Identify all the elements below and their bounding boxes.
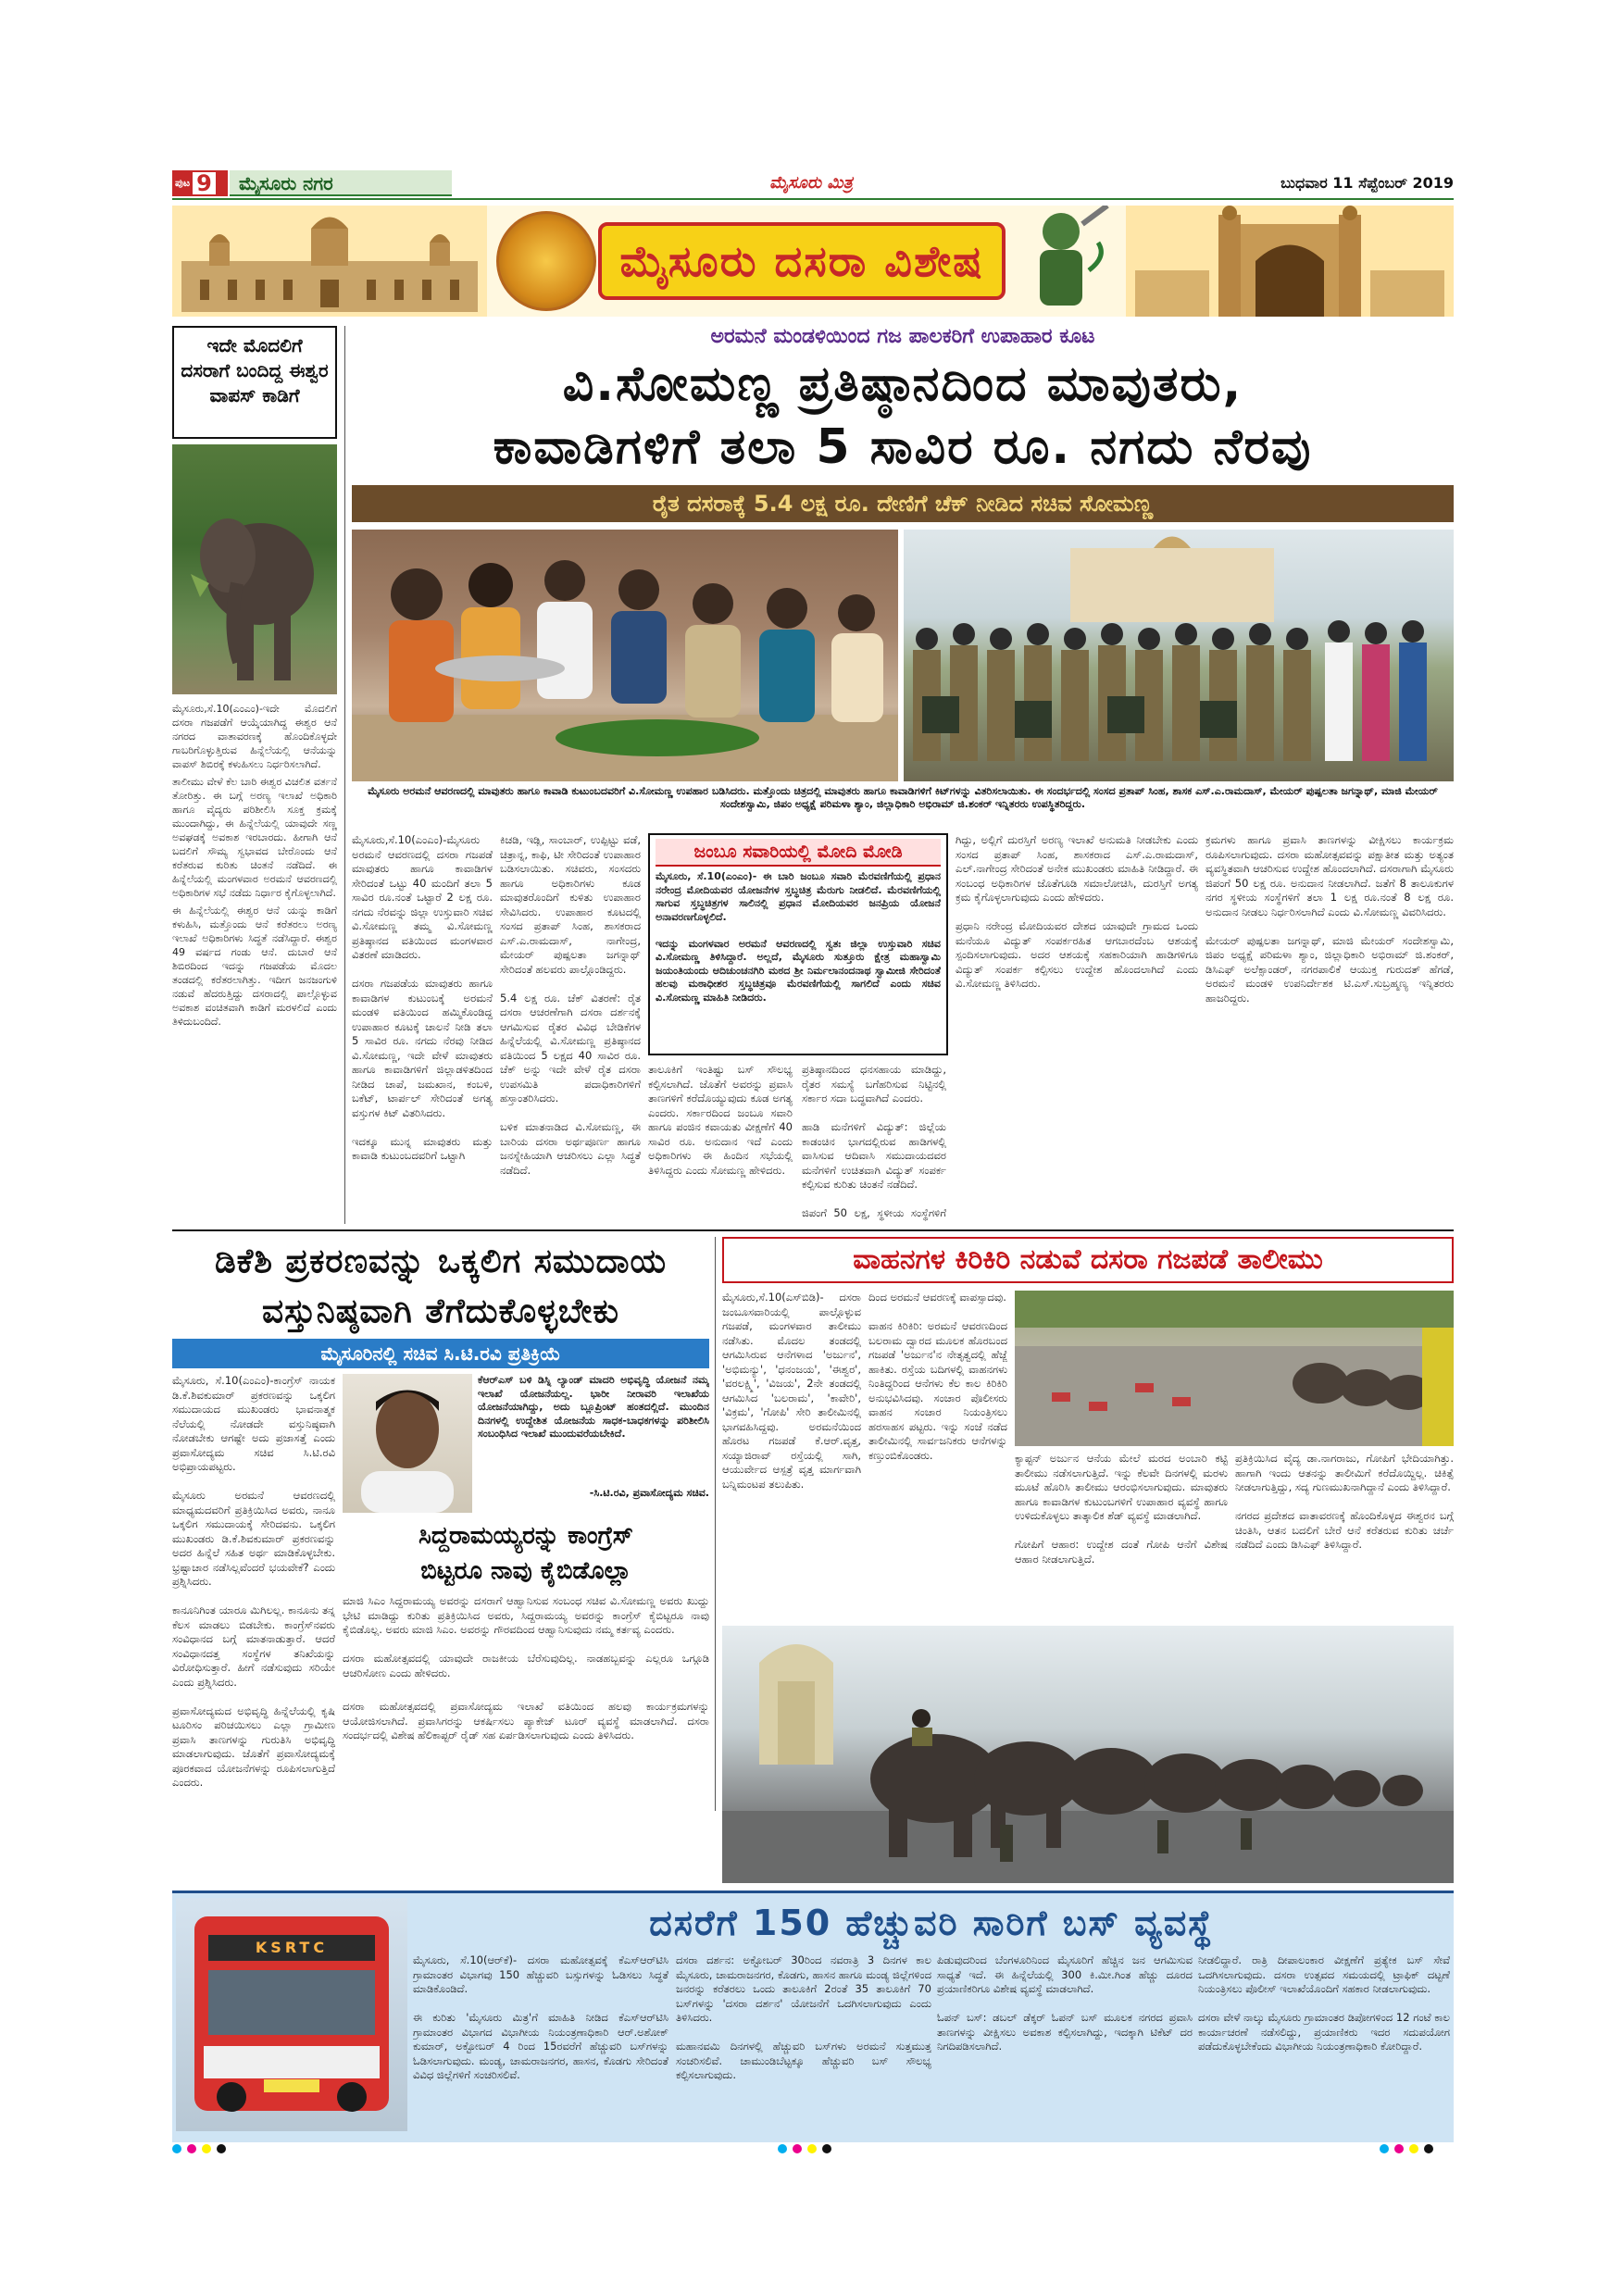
lead-column-5	[956, 833, 1198, 1222]
lead-subhead: ರೈತ ದಸರಾಕ್ಕೆ 5.4 ಲಕ್ಷ ರೂ. ದೇಣಿಗೆ ಚೆಕ್ ನೀಡಿದ ಸಚಿವ ಸೋಮಣ್ಣ	[352, 485, 1454, 522]
sidebar-divider	[344, 326, 345, 1224]
dasara-banner	[172, 206, 1454, 317]
bus-column-4	[1198, 1953, 1450, 2137]
issue-date: ಬುಧವಾರ 11 ಸೆಪ್ಟೆಂಬರ್ 2019	[1280, 174, 1454, 192]
modi-box	[648, 833, 948, 1055]
masthead-rule	[172, 198, 1454, 200]
masthead	[172, 170, 1454, 196]
reg-dot-black	[1424, 2144, 1433, 2153]
quote-attribution: -ಸಿ.ಟಿ.ರವಿ, ಪ್ರವಾಸೋದ್ಯಮ ಸಚಿವ.	[589, 1487, 709, 1499]
kit-distribution-photo	[904, 530, 1454, 781]
reg-dot-magenta	[793, 2144, 802, 2153]
sidebar-headline: ಇದೇ ಮೊದಲಿಗೆ ದಸರಾಗೆ ಬಂದಿದ್ದ ಈಶ್ವರ ವಾಪಸ್ ಕಾಡಿಗೆ	[181, 334, 329, 406]
dk-col-3-text: ದಸರಾ ಮಹೋತ್ಸವದಲ್ಲಿ ಪ್ರವಾಸೋದ್ಯಮ ಇಲಾಖೆ ವತಿಯಿಂದ ಹಲವು ಕಾರ್ಯಕ್ರಮಗಳನ್ನು ಆಯೋಜಿಸಲಾಗಿದೆ. ಪ್ರವಾಸಿಗರನ್ನು ಆಕರ್ಷಿಸಲು ಪ್ಯಾಕೇಜ್ ಟೂರ್ ವ್ಯವಸ್ಥೆ ಮಾಡಲಾಗಿದೆ. ದಸರಾ ಸಂದರ್ಭದಲ್ಲಿ ವಿಶೇಷ ಹೆಲಿಕಾಪ್ಟರ್ ರೈಡ್ ಸಹ ಏರ್ಪಡಿಸಲಾಗುವುದು ಎಂದು ತಿಳಿಸಿದರು.	[343, 1700, 709, 1741]
reg-dot-cyan	[172, 2144, 181, 2153]
dk-column-1	[172, 1374, 335, 1809]
bus-col-1-text: ಮೈಸೂರು, ಸೆ.10(ಆರ್‌ಕೆ)- ದಸರಾ ಮಹೋತ್ಸವಕ್ಕೆ ಕೆಎಸ್‌ಆರ್‌ಟಿಸಿ ಗ್ರಾಮಾಂತರ ವಿಭಾಗವು 150 ಹೆಚ್ಚುವರಿ ಬಸ್ಸುಗಳನ್ನು ಓಡಿಸಲು ಸಿದ್ಧತೆ ಮಾಡಿಕೊಂಡಿದೆ. ಈ ಕುರಿತು 'ಮೈಸೂರು ಮಿತ್ರ'ಗೆ ಮಾಹಿತಿ ನೀಡಿದ ಕೆಎಸ್‌ಆರ್‌ಟಿಸಿ ಗ್ರಾಮಾಂತರ ವಿಭಾಗದ ವಿಭಾಗೀಯ ನಿಯಂತ್ರಣಾಧಿಕಾರಿ ಆರ್.ಅಶೋಕ್ ಕುಮಾರ್, ಅಕ್ಟೋಬರ್ 4 ರಿಂದ 15ರವರೆಗೆ ಹೆಚ್ಚುವರಿ ಬಸ್‌ಗಳನ್ನು ಓಡಿಸಲಾಗುವುದು. ಮಂಡ್ಯ, ಚಾಮರಾಜನಗರ, ಹಾಸನ, ಕೊಡಗು ಸೇರಿದಂತೆ ವಿವಿಧ ಜಿಲ್ಲೆಗಳಿಗೆ ಸಂಚರಿಸಲಿವೆ.	[413, 1953, 668, 2081]
sidebar-para-2: ತಾಲೀಮು ವೇಳೆ ಕೆಲ ಬಾರಿ ಈಶ್ವರ ವಿಚಲಿತ ವರ್ತನೆ ತೋರಿತ್ತು. ಈ ಬಗ್ಗೆ ಅರಣ್ಯ ಇಲಾಖೆ ಅಧಿಕಾರಿ ಹಾಗೂ ವೈದ್ಯರು ಪರಿಶೀಲಿಸಿ ಸೂಕ್ತ ಕ್ರಮಕ್ಕೆ ಮುಂದಾಗಿದ್ದು, ಈ ಹಿನ್ನೆಲೆಯಲ್ಲಿ ಯಾವುದೇ ಸಣ್ಣ ಅವಘಡಕ್ಕೆ ಅವಕಾಶ ಇರಬಾರದು. ಹೀಗಾಗಿ ಆನೆ ಬದಲಿಗೆ ಸೌಮ್ಯ ಸ್ವಭಾವದ ಬೇರೊಂದು ಆನೆ ಕರೆತರುವ ಕುರಿತು ಚಿಂತನೆ ನಡೆದಿದೆ. ಈ ಹಿನ್ನೆಲೆಯಲ್ಲಿ ಮಂಗಳವಾರ ಅರಮನೆ ಆವರಣದಲ್ಲಿ ಅಧಿಕಾರಿಗಳ ಸಭೆ ನಡೆದು ನಿರ್ಧಾರ ಕೈಗೊಳ್ಳಲಾಗಿದೆ.	[172, 776, 337, 899]
goddess-medallion	[496, 211, 596, 311]
dk-headline-line-1: ಡಿಕೆಶಿ ಪ್ರಕರಣವನ್ನು ಒಕ್ಕಲಿಗ ಸಮುದಾಯ	[214, 1242, 668, 1280]
dk-headline-line-2: ವಸ್ತುನಿಷ್ಠವಾಗಿ ತೆಗೆದುಕೊಳ್ಳಬೇಕು	[262, 1292, 619, 1330]
lead-col-4-text: ಪ್ರತಿಷ್ಠಾನದಿಂದ ಧನಸಹಾಯ ಮಾಡಿದ್ದು, ರೈತರ ಸಮಸ್ಯೆ ಬಗೆಹರಿಸುವ ನಿಟ್ಟಿನಲ್ಲಿ ಸರ್ಕಾರ ಸದಾ ಬದ್ಧವಾಗಿದೆ ಎಂದರು. ಹಾಡಿ ಮನೆಗಳಿಗೆ ವಿದ್ಯುತ್: ಜಿಲ್ಲೆಯ ಕಾಡಂಚಿನ ಭಾಗದಲ್ಲಿರುವ ಹಾಡಿಗಳಲ್ಲಿ ವಾಸಿಸುವ ಆದಿವಾಸಿ ಸಮುದಾಯದವರ ಮನೆಗಳಿಗೆ ಉಚಿತವಾಗಿ ವಿದ್ಯುತ್ ಸಂಪರ್ಕ ಕಲ್ಪಿಸುವ ಕುರಿತು ಚಿಂತನೆ ನಡೆದಿದೆ. ಜಿಪಂಗೆ 50 ಲಕ್ಷ, ಸ್ಥಳೀಯ ಸಂಸ್ಥೆಗಳಿಗೆ	[802, 1063, 946, 1219]
page-number: 9	[193, 172, 216, 194]
bus-destination-sign: KSRTC	[255, 1939, 329, 1956]
gaja-col-1-text: ಮೈಸೂರು,ಸೆ.10(ಎಸ್‌ಬಿಡಿ)- ದಸರಾ ಜಂಬೂಸವಾರಿಯಲ್ಲಿ ಪಾಲ್ಗೊಳ್ಳುವ ಗಜಪಡೆ, ಮಂಗಳವಾರ ತಾಲೀಮು ನಡೆಸಿತು. ಮೊದಲ ತಂಡದಲ್ಲಿ ಆಗಮಿಸಿರುವ ಆನೆಗಳಾದ 'ಅರ್ಜುನ', 'ಅಭಿಮನ್ಯು', 'ಧನಂಜಯ', 'ಈಶ್ವರ', 'ವರಲಕ್ಷ್ಮಿ', 'ವಿಜಯ', 2ನೇ ತಂಡದಲ್ಲಿ ಆಗಮಿಸಿದ 'ಬಲರಾಮ', 'ಕಾವೇರಿ', 'ವಿಕ್ರಮ', 'ಗೋಪಿ' ಸೇರಿ ತಾಲೀಮಿನಲ್ಲಿ ಭಾಗವಹಿಸಿದ್ದವು. ಅರಮನೆಯಿಂದ ಹೊರಟ ಗಜಪಡೆ ಕೆ.ಆರ್.ವೃತ್ತ, ಸಯ್ಯಾಜಿರಾವ್ ರಸ್ತೆಯಲ್ಲಿ ಸಾಗಿ, ಆಯುರ್ವೇದ ಆಸ್ಪತ್ರೆ ವೃತ್ತ ಮಾರ್ಗವಾಗಿ ಬನ್ನಿಮಂಟಪ ತಲುಪಿತು.	[722, 1291, 861, 1491]
registration-marks-right	[1380, 2144, 1454, 2155]
bus-column-3	[937, 1953, 1193, 2137]
gaja-column-3	[1015, 1452, 1228, 1620]
sidebar-para-3: ಈ ಹಿನ್ನೆಲೆಯಲ್ಲಿ ಈಶ್ವರ ಆನೆ ಯನ್ನು ಕಾಡಿಗೆ ಕಳುಹಿಸಿ, ಮತ್ತೊಂದು ಆನೆ ಕರೆತರಲು ಅರಣ್ಯ ಇಲಾಖೆ ಅಧಿಕಾರಿಗಳು ಸಿದ್ಧತೆ ನಡೆಸಿದ್ದಾರೆ. ಈಶ್ವರ 49 ವರ್ಷದ ಗಂಡು ಆನೆ. ದುಬಾರೆ ಆನೆ ಶಿಬಿರದಿಂದ ಇದನ್ನು ಗಜಪಡೆಯ ಮೊದಲ ತಂಡದಲ್ಲಿ ಕರೆತರಲಾಗಿತ್ತು. ಇದೀಗ ಜನಜಂಗುಳಿ ನಡುವೆ ಹೆದರುತ್ತಿದ್ದು ದಸರಾದಲ್ಲಿ ಪಾಲ್ಗೊಳ್ಳುವ ಅವಕಾಶ ವಂಚಿತವಾಗಿ ಕಾಡಿಗೆ ಮರಳಲಿದೆ ಎಂದು ತಿಳಿದುಬಂದಿದೆ.	[172, 905, 337, 1028]
gaja-traffic-photo	[1015, 1291, 1454, 1446]
dk-col-2-text: ಮಾಜಿ ಸಿಎಂ ಸಿದ್ದರಾಮಯ್ಯ ಅವರನ್ನು ದಸರಾಗೆ ಆಹ್ವಾನಿಸುವ ಸಂಬಂಧ ಸಚಿವ ವಿ.ಸೋಮಣ್ಣ ಅವರು ಖುದ್ದು ಭೇಟಿ ಮಾಡಿದ್ದು ಕುರಿತು ಪ್ರತಿಕ್ರಿಯಿಸಿದ ಅವರು, ಸಿದ್ದರಾಮಯ್ಯ ಅವರನ್ನು ಕಾಂಗ್ರೆಸ್ ಕೈಬಿಟ್ಟರೂ ನಾವು ಕೈಬಿಡೊಲ್ಲ. ಅವರು ಮಾಜಿ ಸಿಎಂ. ಅವರನ್ನು ಗೌರವದಿಂದ ಆಹ್ವಾನಿಸುವುದು ನಮ್ಮ ಕರ್ತವ್ಯ ಎಂದರು. ದಸರಾ ಮಹೋತ್ಸವದಲ್ಲಿ ಯಾವುದೇ ರಾಜಕೀಯ ಬೆರೆಸುವುದಿಲ್ಲ. ನಾಡಹಬ್ಬವನ್ನು ಎಲ್ಲರೂ ಒಗ್ಗೂಡಿ ಆಚರಿಸೋಣ ಎಂದು ಹೇಳಿದರು.	[343, 1594, 709, 1679]
bus-column-2	[676, 1953, 931, 2137]
lead-col-3-text: ತಾಲೂಕಿಗೆ ಇಂತಿಷ್ಟು ಬಸ್ ಸೌಲಭ್ಯ ಕಲ್ಪಿಸಲಾಗಿದೆ. ಜೊತೆಗೆ ಅವರನ್ನು ಪ್ರವಾಸಿ ತಾಣಗಳಿಗೆ ಕರೆದೊಯ್ಯುವುದು ಕೂಡ ಅಗತ್ಯ ಎಂದರು. ಸರ್ಕಾರದಿಂದ ಜಂಬೂ ಸವಾರಿ ಹಾಗೂ ಪಂಜಿನ ಕವಾಯತು ವೀಕ್ಷಣೆಗೆ 40 ಸಾವಿರ ರೂ. ಅನುದಾನ ಇದೆ ಎಂದು ಅಧಿಕಾರಿಗಳು ಈ ಹಿಂದಿನ ಸಭೆಯಲ್ಲಿ ತಿಳಿಸಿದ್ದರು ಎಂದು ಸೋಮಣ್ಣ ಹೇಳಿದರು.	[648, 1063, 793, 1177]
reg-dot-black	[822, 2144, 831, 2153]
reg-dot-yellow	[202, 2144, 211, 2153]
sidebar-headline-box	[172, 326, 337, 439]
gaja-headline: ವಾಹನಗಳ ಕಿರಿಕಿರಿ ನಡುವೆ ದಸರಾ ಗಜಪಡೆ ತಾಲೀಮು	[722, 1237, 1454, 1283]
reg-dot-magenta	[187, 2144, 196, 2153]
lead-column-6	[1206, 833, 1454, 1222]
ksrtc-bus-photo	[176, 1898, 407, 2131]
gaja-column-4	[1235, 1452, 1454, 1620]
bus-col-3-text: ಪಿಡುವುದರಿಂದ ಬೆಂಗಳೂರಿನಿಂದ ಮೈಸೂರಿಗೆ ಹೆಚ್ಚಿನ ಜನ ಆಗಮಿಸುವ ಸಾಧ್ಯತೆ ಇದೆ. ಈ ಹಿನ್ನೆಲೆಯಲ್ಲಿ 300 ಕಿ.ಮೀ.ಗಿಂತ ಹೆಚ್ಚು ದೂರದ ಪ್ರಯಾಣಿಕರಿಗೂ ವಿಶೇಷ ವ್ಯವಸ್ಥೆ ಮಾಡಲಾಗಿದೆ. ಓಪನ್ ಬಸ್: ಡಬಲ್ ಡೆಕ್ಕರ್ ಓಪನ್ ಬಸ್ ಮೂಲಕ ನಗರದ ಪ್ರವಾಸಿ ತಾಣಗಳನ್ನು ವೀಕ್ಷಿಸಲು ಅವಕಾಶ ಕಲ್ಪಿಸಲಾಗಿದ್ದು, ಇದಕ್ಕಾಗಿ ಟಿಕೆಟ್ ದರ ನಿಗದಿಪಡಿಸಲಾಗಿದೆ.	[937, 1953, 1193, 2053]
lead-headline-line-2: ಕಾವಾಡಿಗಳಿಗೆ ತಲಾ 5 ಸಾವಿರ ರೂ. ನಗದು ನೆರವು	[493, 419, 1313, 475]
paper-name: ಮೈಸೂರು ಮಿತ್ರ	[769, 173, 853, 193]
lead-col-1-text: ಮೈಸೂರು,ಸೆ.10(ಎಂಎಂ)-ಮೈಸೂರು ಅರಮನೆ ಆವರಣದಲ್ಲಿ ದಸರಾ ಗಜಪಡೆ ಮಾವುತರು ಹಾಗೂ ಕಾವಾಡಿಗಳ ಸೇರಿದಂತೆ ಒಟ್ಟು 40 ಮಂದಿಗೆ ತಲಾ 5 ಸಾವಿರ ರೂ.ನಂತೆ ಒಟ್ಟಾರೆ 2 ಲಕ್ಷ ರೂ. ನಗದು ನೆರವನ್ನು ಜಿಲ್ಲಾ ಉಸ್ತುವಾರಿ ಸಚಿವ ವಿ.ಸೋಮಣ್ಣ ತಮ್ಮ ವಿ.ಸೋಮಣ್ಣ ಪ್ರತಿಷ್ಠಾನದ ವತಿಯಿಂದ ಮಂಗಳವಾರ ವಿತರಣೆ ಮಾಡಿದರು. ದಸರಾ ಗಜಪಡೆಯ ಮಾವುತರು ಹಾಗೂ ಕಾವಾಡಿಗಳ ಕುಟುಂಬಕ್ಕೆ ಅರಮನೆ ಮಂಡಳಿ ವತಿಯಿಂದ ಹಮ್ಮಿಕೊಂಡಿದ್ದ ಉಪಾಹಾರ ಕೂಟಕ್ಕೆ ಚಾಲನೆ ನೀಡಿ ತಲಾ 5 ಸಾವಿರ ರೂ. ನಗದು ನೆರವು ನೀಡಿದ ವಿ.ಸೋಮಣ್ಣ, ಇದೇ ವೇಳೆ ಮಾವುತರು ಹಾಗೂ ಕಾವಾಡಿಗಳಿಗೆ ಜಿಲ್ಲಾಡಳಿತದಿಂದ ನೀಡಿದ ಚಾಪೆ, ಜಮಖಾನ, ಕಂಬಳಿ, ಬಕೆಟ್, ಟಾರ್ಪಲ್ ಸೇರಿದಂತೆ ಅಗತ್ಯ ವಸ್ತುಗಳ ಕಿಟ್ ವಿತರಿಸಿದರು. ಇದಕ್ಕೂ ಮುನ್ನ ಮಾವುತರು ಮತ್ತು ಕಾವಾಡಿ ಕುಟುಂಬದವರಿಗೆ ಒಟ್ಟಾಗಿ	[352, 833, 493, 1162]
eshwara-elephant-photo	[172, 444, 337, 694]
gaja-column-1	[722, 1291, 861, 1620]
reg-dot-yellow	[1409, 2144, 1418, 2153]
ct-ravi-quote	[478, 1374, 709, 1513]
page-label: ಪುಟ	[175, 177, 191, 189]
gaja-col-3-text: ಕ್ಯಾಪ್ಟನ್ ಅರ್ಜುನ ಆನೆಯ ಮೇಲೆ ಮರದ ಅಂಬಾರಿ ಕಟ್ಟಿ ತಾಲೀಮು ನಡೆಸಲಾಗುತ್ತಿದೆ. ಇನ್ನು ಕೆಲವೇ ದಿನಗಳಲ್ಲಿ ಮರಳು ಮೂಟೆ ಹೊರಿಸಿ ತಾಲೀಮು ಆರಂಭಿಸಲಾಗುವುದು. ಮಾವುತರು ಹಾಗೂ ಕಾವಾಡಿಗಳ ಕುಟುಂಬಗಳಿಗೆ ಉಪಾಹಾರ ವ್ಯವಸ್ಥೆ ಹಾಗೂ ಉಳಿದುಕೊಳ್ಳಲು ತಾತ್ಕಾಲಿಕ ಶೆಡ್ ವ್ಯವಸ್ಥೆ ಮಾಡಲಾಗಿದೆ. ಗೋಪಿಗೆ ಆಹಾರ: ಉದ್ದೇಶ ದಂತೆ ಗೋಪಿ ಆನೆಗೆ ವಿಶೇಷ ಆಹಾರ ನೀಡಲಾಗುತ್ತಿದೆ.	[1015, 1452, 1228, 1566]
reg-dot-cyan	[778, 2144, 787, 2153]
sidebar-para-1: ಮೈಸೂರು,ಸೆ.10(ಎಂಎಂ)-ಇದೇ ಮೊದಲಿಗೆ ದಸರಾ ಗಜಪಡೆಗೆ ಆಯ್ಕೆಯಾಗಿದ್ದ ಈಶ್ವರ ಆನೆ ನಗರದ ವಾತಾವರಣಕ್ಕೆ ಹೊಂದಿಕೊಳ್ಳದೇ ಗಾಬರಿಗೊಳ್ಳುತ್ತಿರುವ ಹಿನ್ನೆಲೆಯಲ್ಲಿ ಆನೆಯನ್ನು ವಾಪಸ್ ಶಿಬಿರಕ್ಕೆ ಕಳುಹಿಸಲು ನಿರ್ಧರಿಸಲಾಗಿದೆ.	[172, 703, 337, 770]
gateway-illustration	[1126, 206, 1454, 317]
dk-column-3	[343, 1700, 709, 1809]
dk-col-1-text: ಮೈಸೂರು, ಸೆ.10(ಎಂಎಂ)-ಕಾಂಗ್ರೆಸ್ ನಾಯಕ ಡಿ.ಕೆ.ಶಿವಕುಮಾರ್ ಪ್ರಕರಣವನ್ನು ಒಕ್ಕಲಿಗ ಸಮುದಾಯದ ಮುಖಂಡರು ಭಾವನಾತ್ಮಕ ನೆಲೆಯಲ್ಲಿ ನೋಡದೇ ವಸ್ತುನಿಷ್ಠವಾಗಿ ನೋಡಬೇಕು ಆಗಷ್ಟೇ ಅದು ಪ್ರಜಾಸತ್ತೆ ಎಂದು ಪ್ರವಾಸೋದ್ಯಮ ಸಚಿವ ಸಿ.ಟಿ.ರವಿ ಅಭಿಪ್ರಾಯಪಟ್ಟರು. ಮೈಸೂರು ಅರಮನೆ ಆವರಣದಲ್ಲಿ ಮಾಧ್ಯಮದವರಿಗೆ ಪ್ರತಿಕ್ರಿಯಿಸಿದ ಅವರು, ನಾನೂ ಒಕ್ಕಲಿಗ ಸಮುದಾಯಕ್ಕೆ ಸೇರಿದವನು. ಒಕ್ಕಲಿಗ ಮುಖಂಡರು ಡಿ.ಕೆ.ಶಿವಕುಮಾರ್ ಪ್ರಕರಣವನ್ನು ಅದರ ಹಿನ್ನೆಲೆ ಸಹಿತ ಅರ್ಥ ಮಾಡಿಕೊಳ್ಳಬೇಕು. ಭ್ರಷ್ಟಾಚಾರ ನಡೆಸಿಲ್ಲವೆಂದರೆ ಭಯವೇಕೆ? ಎಂದು ಪ್ರಶ್ನಿಸಿದರು. ಕಾನೂನಿಗಿಂತ ಯಾರೂ ಮಿಗಿಲಲ್ಲ. ಕಾನೂನು ತನ್ನ ಕೆಲಸ ಮಾಡಲು ಬಿಡಬೇಕು. ಕಾಂಗ್ರೆಸ್‌ನವರು ಸಂವಿಧಾನದ ಬಗ್ಗೆ ಮಾತನಾಡುತ್ತಾರೆ. ಆದರೆ ಸಂವಿಧಾನದತ್ತ ಸಂಸ್ಥೆಗಳ ತನಿಖೆಯನ್ನು ವಿರೋಧಿಸುತ್ತಾರೆ. ಹೀಗೆ ನಡೆಸುವುದು ಸರಿಯೇ ಎಂದು ಪ್ರಶ್ನಿಸಿದರು. ಪ್ರವಾಸೋದ್ಯಮದ ಅಭಿವೃದ್ಧಿ ಹಿನ್ನೆಲೆಯಲ್ಲಿ ಕೃಷಿ ಟೂರಿಸಂ ಪರಿಚಯಿಸಲು ಎಲ್ಲಾ ಗ್ರಾಮೀಣ ಪ್ರವಾಸಿ ತಾಣಗಳನ್ನು ಗುರುತಿಸಿ ಅಭಿವೃದ್ಧಿ ಮಾಡಲಾಗುವುದು. ಜೊತೆಗೆ ಪ್ರವಾಸೋದ್ಯಮಕ್ಕೆ ಪೂರಕವಾದ ಯೋಜನೆಗಳನ್ನು ರೂಪಿಸಲಾಗುತ್ತಿದೆ ಎಂದರು.	[172, 1374, 335, 1789]
reg-dot-yellow	[807, 2144, 817, 2153]
reg-dot-cyan	[1380, 2144, 1389, 2153]
lead-col-2-text: ಕಿಚಡಿ, ಇಡ್ಲಿ, ಸಾಂಬಾರ್, ಉಪ್ಪಿಟ್ಟು ವಡೆ, ಚಿತ್ರಾನ್ನ, ಕಾಫಿ, ಟೀ ಸೇರಿದಂತೆ ಉಪಾಹಾರ ಬಡಿಸಲಾಯಿತು. ಸಚಿವರು, ಸಂಸದರು ಹಾಗೂ ಅಧಿಕಾರಿಗಳು ಕೂಡ ಮಾವುತರೊಂದಿಗೆ ಕುಳಿತು ಉಪಾಹಾರ ಸೇವಿಸಿದರು. ಉಪಾಹಾರ ಕೂಟದಲ್ಲಿ ಸಂಸದ ಪ್ರತಾಪ್ ಸಿಂಹ, ಶಾಸಕರಾದ ಎಸ್.ಎ.ರಾಮದಾಸ್, ನಾಗೇಂದ್ರ, ಮೇಯರ್ ಪುಷ್ಪಲತಾ ಜಗನ್ನಾಥ್ ಸೇರಿದಂತೆ ಹಲವರು ಪಾಲ್ಗೊಂಡಿದ್ದರು. 5.4 ಲಕ್ಷ ರೂ. ಚೆಕ್ ವಿತರಣೆ: ರೈತ ದಸರಾ ಆಚರಣೆಗಾಗಿ ದಸರಾ ದರ್ಶನಕ್ಕೆ ಆಗಮಿಸುವ ರೈತರ ವಿವಿಧ ಬೇಡಿಕೆಗಳ ಹಿನ್ನೆಲೆಯಲ್ಲಿ ವಿ.ಸೋಮಣ್ಣ ಪ್ರತಿಷ್ಠಾನದ ವತಿಯಿಂದ 5 ಲಕ್ಷದ 40 ಸಾವಿರ ರೂ. ಚೆಕ್ ಅನ್ನು ಇದೇ ವೇಳೆ ರೈತ ದಸರಾ ಉಪಸಮಿತಿ ಪದಾಧಿಕಾರಿಗಳಿಗೆ ಹಸ್ತಾಂತರಿಸಿದರು. ಬಳಿಕ ಮಾತನಾಡಿದ ವಿ.ಸೋಮಣ್ಣ, ಈ ಬಾರಿಯ ದಸರಾ ಅರ್ಥಪೂರ್ಣ ಹಾಗೂ ಜನಸ್ನೇಹಿಯಾಗಿ ಆಚರಿಸಲು ಎಲ್ಲಾ ಸಿದ್ಧತೆ ನಡೆದಿದೆ.	[500, 833, 641, 1177]
palace-illustration	[172, 206, 487, 317]
gaja-col-4-text: ಪ್ರತಿಕ್ರಿಯಿಸಿದ ವೈದ್ಯ ಡಾ.ನಾಗರಾಜು, ಗೋಪಿಗೆ ಭೇದಿಯಾಗಿತ್ತು. ಹಾಗಾಗಿ ಇಂದು ಆತನನ್ನು ತಾಲೀಮಿಗೆ ಕರೆದೊಯ್ದಿಲ್ಲ. ಚಿಕಿತ್ಸೆ ನೀಡಲಾಗುತ್ತಿದ್ದು, ಸದ್ಯ ಗುಣಮುಖನಾಗಿದ್ದಾನೆ ಎಂದು ತಿಳಿಸಿದ್ದಾರೆ. ನಗರದ ಪ್ರದೇಶದ ವಾತಾವರಣಕ್ಕೆ ಹೊಂದಿಕೊಳ್ಳದ ಈಶ್ವರನ ಬಗ್ಗೆ ಚಿಂತಿಸಿ, ಆತನ ಬದಲಿಗೆ ಬೇರೆ ಆನೆ ಕರೆತರುವ ಕುರಿತು ಚರ್ಚೆ ನಡೆದಿದೆ ಎಂದು ಡಿಸಿಎಫ್ ತಿಳಿಸಿದ್ದಾರೆ.	[1235, 1452, 1454, 1551]
dk-subhead: ಮೈಸೂರಿನಲ್ಲಿ ಸಚಿವ ಸಿ.ಟಿ.ರವಿ ಪ್ರತಿಕ್ರಿಯೆ	[172, 1339, 709, 1368]
gaja-column-2	[868, 1291, 1007, 1620]
modi-box-title: ಜಂಬೂ ಸವಾರಿಯಲ್ಲಿ ಮೋದಿ ಮೋಡಿ	[656, 839, 941, 867]
dk-gaja-divider	[715, 1237, 716, 1811]
bus-col-2-text: ದಸರಾ ದರ್ಶನ: ಅಕ್ಟೋಬರ್ 30ರಿಂದ ನವರಾತ್ರಿ 3 ದಿನಗಳ ಕಾಲ ಮೈಸೂರು, ಚಾಮರಾಜನಗರ, ಕೊಡಗು, ಹಾಸನ ಹಾಗೂ ಮಂಡ್ಯ ಜಿಲ್ಲೆಗಳಿಂದ ಜನರನ್ನು ಕರೆತರಲು ಒಂದು ತಾಲೂಕಿಗೆ 2ರಂತೆ 35 ತಾಲೂಕಿಗೆ 70 ಬಸ್‌ಗಳನ್ನು 'ದಸರಾ ದರ್ಶನ' ಯೋಜನೆಗೆ ಒದಗಿಸಲಾಗುವುದು ಎಂದು ತಿಳಿಸಿದರು. ಮಹಾನವಮಿ ದಿನಗಳಲ್ಲಿ ಹೆಚ್ಚುವರಿ ಬಸ್‌ಗಳು ಅರಮನೆ ಸುತ್ತಮುತ್ತ ಸಂಚರಿಸಲಿವೆ. ಚಾಮುಂಡಿಬೆಟ್ಟಕ್ಕೂ ಹೆಚ್ಚುವರಿ ಬಸ್ ಸೌಲಭ್ಯ ಕಲ್ಪಿಸಲಾಗುವುದು.	[676, 1953, 931, 2081]
registration-marks-center	[778, 2144, 852, 2155]
lead-column-4	[802, 1063, 946, 1222]
reg-dot-magenta	[1394, 2144, 1404, 2153]
ct-ravi-photo	[343, 1374, 472, 1513]
mahishasura-figure	[1010, 206, 1112, 317]
dk-headline-line-3: ಸಿದ್ದರಾಮಯ್ಯರನ್ನು ಕಾಂಗ್ರೆಸ್	[418, 1522, 633, 1550]
breakfast-photo	[352, 530, 898, 781]
quote-text: ಕೆಆರ್‌ಎಸ್ ಬಳಿ ಡಿಸ್ನಿ ಲ್ಯಾಂಡ್ ಮಾದರಿ ಅಭಿವೃದ್ಧಿ ಯೋಜನೆ ನಮ್ಮ ಇಲಾಖೆ ಯೋಜನೆಯಲ್ಲ. ಭಾರೀ ನೀರಾವರಿ ಇಲಾಖೆಯ ಯೋಜನೆಯಾಗಿದ್ದು, ಅದು ಬ್ಲೂಪ್ರಿಂಟ್ ಹಂತದಲ್ಲಿದೆ. ಮುಂದಿನ ದಿನಗಳಲ್ಲಿ ಉದ್ದೇಶಿತ ಯೋಜನೆಯ ಸಾಧಕ-ಬಾಧಕಗಳನ್ನು ಪರಿಶೀಲಿಸಿ ಸಂಬಂಧಿಸಿದ ಇಲಾಖೆ ಮುಂದುವರೆಯಬೇಕಿದೆ.	[478, 1374, 709, 1440]
section-name: ಮೈಸೂರು ನಗರ	[230, 170, 452, 196]
gaja-procession-photo	[722, 1626, 1454, 1883]
lead-kicker: ಅರಮನೆ ಮಂಡಳಿಯಿಂದ ಗಜ ಪಾಲಕರಿಗೆ ಉಪಾಹಾರ ಕೂಟ	[710, 325, 1095, 348]
banner-title: ಮೈಸೂರು ದಸರಾ ವಿಶೇಷ	[598, 222, 1006, 300]
modi-box-body: ಮೈಸೂರು, ಸೆ.10(ಎಂಎಂ)- ಈ ಬಾರಿ ಜಂಬೂ ಸವಾರಿ ಮೆರವಣಿಗೆಯಲ್ಲಿ ಪ್ರಧಾನ ನರೇಂದ್ರ ಮೋದಿಯವರ ಯೋಜನೆಗಳ ಸ್ತಬ್ಧಚಿತ್ರ ಮೆರುಗು ನೀಡಲಿದೆ. ಮೆರವಣಿಗೆಯಲ್ಲಿ ಸಾಗುವ ಸ್ತಬ್ಧಚಿತ್ರಗಳ ಸಾಲಿನಲ್ಲಿ ಪ್ರಧಾನ ಮೋದಿಯವರ ಜನಪ್ರಿಯ ಯೋಜನೆ ಅನಾವರಣಗೊಳ್ಳಲಿದೆ. ಇದನ್ನು ಮಂಗಳವಾರ ಅರಮನೆ ಆವರಣದಲ್ಲಿ ಸ್ವತಃ ಜಿಲ್ಲಾ ಉಸ್ತುವಾರಿ ಸಚಿವ ವಿ.ಸೋಮಣ್ಣ ತಿಳಿಸಿದ್ದಾರೆ. ಅಲ್ಲದೆ, ಮೈಸೂರು ಸುತ್ತೂರು ಕ್ಷೇತ್ರ ಮಹಾಸ್ವಾಮಿ ಜಯಂತಿಯಂದು ಆದಿಚುಂಚನಗಿರಿ ಮಠದ ಶ್ರೀ ನಿರ್ಮಲಾನಂದನಾಥ ಸ್ವಾಮೀಜಿ ಸೇರಿದಂತೆ ಹಲವು ಮಠಾಧೀಶರ ಸ್ತಬ್ಧಚಿತ್ರವೂ ಮೆರವಣಿಗೆಯಲ್ಲಿ ಸಾಗಲಿದೆ ಎಂದು ಸಚಿವ ವಿ.ಸೋಮಣ್ಣ ಮಾಹಿತಿ ನೀಡಿದರು.	[656, 870, 941, 1004]
section-divider-mid	[172, 1229, 1454, 1231]
lead-col-5-text: ಗಿದ್ದು, ಅಲ್ಲಿಗೆ ದುರಸ್ತಿಗೆ ಅರಣ್ಯ ಇಲಾಖೆ ಅನುಮತಿ ನೀಡಬೇಕು ಎಂದು ಸಂಸದ ಪ್ರತಾಪ್ ಸಿಂಹ, ಶಾಸಕರಾದ ಎಸ್.ಎ.ರಾಮದಾಸ್, ಎಲ್.ನಾಗೇಂದ್ರ ಸೇರಿದಂತೆ ಅನೇಕ ಮುಖಂಡರು ಮಾಹಿತಿ ನೀಡಿದ್ದಾರೆ. ಈ ಸಂಬಂಧ ಅಧಿಕಾರಿಗಳ ಜೊತೆಗೂಡಿ ಸಮಾಲೋಚಿಸಿ, ದುರಸ್ತಿಗೆ ಅಗತ್ಯ ಕ್ರಮ ಕೈಗೊಳ್ಳಲಾಗುವುದು ಎಂದು ಹೇಳಿದರು. ಪ್ರಧಾನಿ ನರೇಂದ್ರ ಮೋದಿಯವರ ದೇಶದ ಯಾವುದೇ ಗ್ರಾಮದ ಒಂದು ಮನೆಯೂ ವಿದ್ಯುತ್ ಸಂಪರ್ಕರಹಿತ ಆಗಬಾರದೆಂಬ ಆಶಯಕ್ಕೆ ಸ್ಪಂದಿಸಲಾಗುವುದು. ಅದರ ಆಶಯಕ್ಕೆ ಸಹಕಾರಿಯಾಗಿ ಹಾಡಿಗಳಿಗೂ ವಿದ್ಯುತ್ ಸಂಪರ್ಕ ಕಲ್ಪಿಸಲು ಉದ್ದೇಶ ಹೊಂದಲಾಗಿದೆ ಎಂದು ವಿ.ಸೋಮಣ್ಣ ತಿಳಿಸಿದರು.	[956, 833, 1198, 990]
lead-col-6-text: ಕ್ರಮಗಳು ಹಾಗೂ ಪ್ರವಾಸಿ ತಾಣಗಳನ್ನು ವೀಕ್ಷಿಸಲು ಕಾರ್ಯಕ್ರಮ ರೂಪಿಸಲಾಗುವುದು. ದಸರಾ ಮಹೋತ್ಸವವನ್ನು ಪಕ್ಷಾತೀತ ಮತ್ತು ಅತ್ಯಂತ ವ್ಯವಸ್ಥಿತವಾಗಿ ಆಚರಿಸುವ ಉದ್ದೇಶ ಹೊಂದಲಾಗಿದೆ. ದಸರಾಗಾಗಿ ಮೈಸೂರು ಜಿಪಂಗೆ 50 ಲಕ್ಷ ರೂ. ಅನುದಾನ ನೀಡಲಾಗಿದೆ. ಜತೆಗೆ 8 ತಾಲೂಕುಗಳ ನಗರ ಸ್ಥಳೀಯ ಸಂಸ್ಥೆಗಳಿಗೆ ತಲಾ 1 ಲಕ್ಷ ರೂ.ನಂತೆ 8 ಲಕ್ಷ ರೂ. ಅನುದಾನ ನೀಡಲು ನಿರ್ಧರಿಸಲಾಗಿದೆ ಎಂದು ವಿ.ಸೋಮಣ್ಣ ವಿವರಿಸಿದರು. ಮೇಯರ್ ಪುಷ್ಪಲತಾ ಜಗನ್ನಾಥ್, ಮಾಜಿ ಮೇಯರ್ ಸಂದೇಶಸ್ವಾಮಿ, ಜಿಪಂ ಅಧ್ಯಕ್ಷೆ ಪರಿಮಳಾ ಶ್ಯಾಂ, ಜಿಲ್ಲಾಧಿಕಾರಿ ಅಭಿರಾಮ್ ಜಿ.ಶಂಕರ್, ಡಿಸಿಎಫ್ ಅಲೆಕ್ಸಾಂಡರ್, ನಗರಪಾಲಿಕೆ ಆಯುಕ್ತ ಗುರುದತ್ ಹೆಗಡೆ, ಅರಮನೆ ಮಂಡಳಿ ಉಪನಿರ್ದೇಶಕ ಟಿ.ಎಸ್.ಸುಬ್ರಹ್ಮಣ್ಯ ಇನ್ನಿತರರು ಹಾಜರಿದ್ದರು.	[1206, 833, 1454, 1004]
bus-col-4-text: ನೀಡಲಿದ್ದಾರೆ. ರಾತ್ರಿ ದೀಪಾಲಂಕಾರ ವೀಕ್ಷಣೆಗೆ ಪ್ರತ್ಯೇಕ ಬಸ್ ಸೇವೆ ಒದಗಿಸಲಾಗುವುದು. ದಸರಾ ಉತ್ಸವದ ಸಮಯದಲ್ಲಿ ಟ್ರಾಫಿಕ್ ದಟ್ಟಣೆ ನಿಯಂತ್ರಿಸಲು ಪೊಲೀಸ್ ಇಲಾಖೆಯೊಂದಿಗೆ ಸಹಕಾರ ನೀಡಲಾಗುವುದು. ದಸರಾ ವೇಳೆ ನಾಲ್ಕು ಮೈಸೂರು ಗ್ರಾಮಾಂತರ ಡಿಪೋಗಳಿಂದ 12 ಗಂಟೆ ಕಾಲ ಕಾರ್ಯಾಚರಣೆ ನಡೆಸಲಿದ್ದು, ಪ್ರಯಾಣಿಕರು ಇದರ ಸದುಪಯೋಗ ಪಡೆದುಕೊಳ್ಳಬೇಕೆಂದು ವಿಭಾಗೀಯ ನಿಯಂತ್ರಣಾಧಿಕಾರಿ ಕೋರಿದ್ದಾರೆ.	[1198, 1953, 1450, 2053]
gaja-col-2-text: ದಿಂದ ಅರಮನೆ ಆವರಣಕ್ಕೆ ವಾಪಸ್ಸಾದವು. ವಾಹನ ಕಿರಿಕಿರಿ: ಅರಮನೆ ಆವರಣದಿಂದ ಬಲರಾಮ ದ್ವಾರದ ಮೂಲಕ ಹೊರಬಂದ ಗಜಪಡೆ 'ಅರ್ಜುನ'ನ ನೇತೃತ್ವದಲ್ಲಿ ಹೆಜ್ಜೆ ಹಾಕಿತು. ರಸ್ತೆಯ ಬದಿಗಳಲ್ಲಿ ವಾಹನಗಳು ನಿಂತಿದ್ದರಿಂದ ಆನೆಗಳು ಕೆಲ ಕಾಲ ಕಿರಿಕಿರಿ ಅನುಭವಿಸಿದವು. ಸಂಚಾರ ಪೊಲೀಸರು ವಾಹನ ಸಂಚಾರ ನಿಯಂತ್ರಿಸಲು ಹರಸಾಹಸ ಪಟ್ಟರು. ಇನ್ನು ಸಂಜೆ ನಡೆದ ತಾಲೀಮಿನಲ್ಲಿ ಸಾರ್ವಜನಿಕರು ಆನೆಗಳನ್ನು ಕಣ್ತುಂಬಿಕೊಂಡರು.	[868, 1291, 1007, 1462]
lead-column-3	[648, 1063, 793, 1222]
reg-dot-black	[217, 2144, 226, 2153]
dk-column-2	[343, 1594, 709, 1696]
lead-column-1	[352, 833, 493, 1222]
dk-headline-line-4: ಬಿಟ್ಟರೂ ನಾವು ಕೈಬಿಡೊಲ್ಲಾ	[420, 1557, 631, 1585]
bus-column-1	[413, 1953, 668, 2137]
bus-headline: ದಸರೆಗೆ 150 ಹೆಚ್ಚುವರಿ ಸಾರಿಗೆ ಬಸ್ ವ್ಯವಸ್ಥೆ	[649, 1903, 1214, 1943]
page-number-badge	[172, 170, 228, 196]
sidebar-body	[172, 702, 337, 1229]
registration-marks-left	[172, 2144, 246, 2155]
lead-headline-line-1: ವಿ.ಸೋಮಣ್ಣ ಪ್ರತಿಷ್ಠಾನದಿಂದ ಮಾವುತರು,	[562, 356, 1243, 412]
lead-photo-caption: ಮೈಸೂರು ಅರಮನೆ ಆವರಣದಲ್ಲಿ ಮಾವುತರು ಹಾಗೂ ಕಾವಾಡಿ ಕುಟುಂಬದವರಿಗೆ ವಿ.ಸೋಮಣ್ಣ ಉಪಹಾರ ಬಡಿಸಿದರು. ಮತ್ತೊಂದು ಚಿತ್ರದಲ್ಲಿ ಮಾವುತರು ಹಾಗೂ ಕಾವಾಡಿಗಳಿಗೆ ಕಿಟ್‌ಗಳನ್ನು ವಿತರಿಸಲಾಯಿತು. ಈ ಸಂದರ್ಭದಲ್ಲಿ ಸಂಸದ ಪ್ರತಾಪ್ ಸಿಂಹ, ಶಾಸಕ ಎಸ್.ಎ.ರಾಮದಾಸ್, ಮೇಯರ್ ಪುಷ್ಪಲತಾ ಜಗನ್ನಾಥ್, ಮಾಜಿ ಮೇಯರ್ ಸಂದೇಶಸ್ವಾಮಿ, ಜಿಪಂ ಅಧ್ಯಕ್ಷೆ ಪರಿಮಳಾ ಶ್ಯಾಂ, ಜಿಲ್ಲಾಧಿಕಾರಿ ಅಭಿರಾಮ್ ಜಿ.ಶಂಕರ್ ಇನ್ನಿತರರು ಉಪಸ್ಥಿತರಿದ್ದರು.	[368, 785, 1438, 810]
lead-column-2	[500, 833, 641, 1222]
